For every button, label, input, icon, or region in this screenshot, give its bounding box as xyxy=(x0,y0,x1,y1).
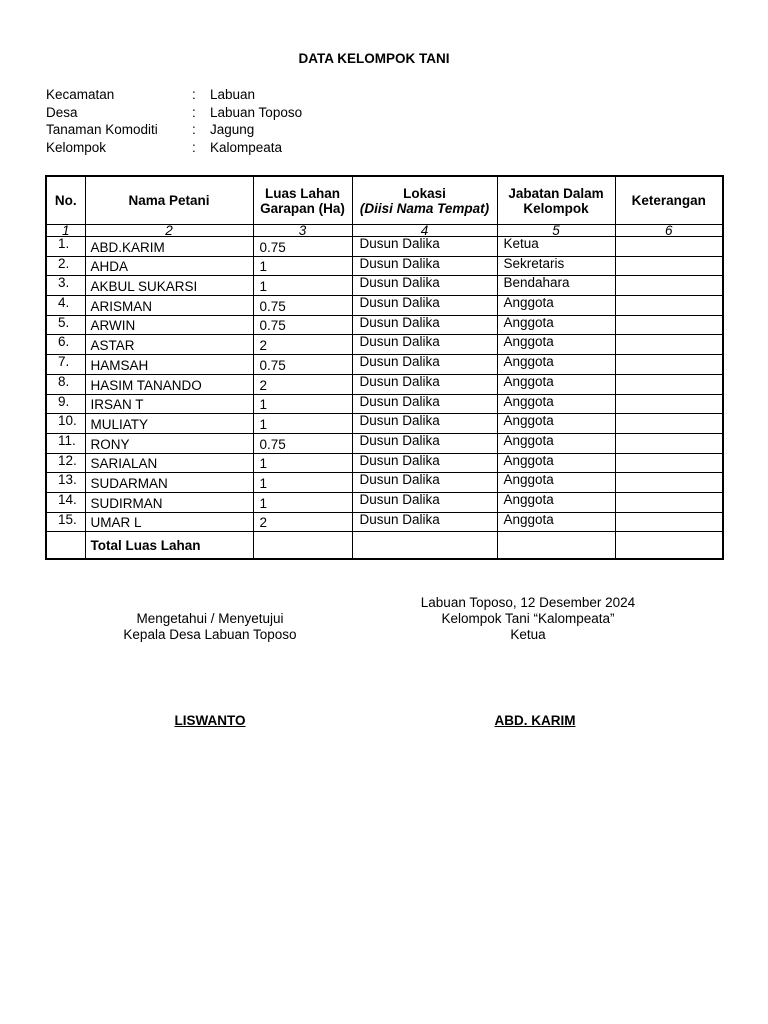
header-lokasi-label: Lokasi xyxy=(403,185,446,201)
location: Dusun Dalika xyxy=(352,315,497,335)
farmer-name: SUDARMAN xyxy=(85,473,253,493)
row-number: 12. xyxy=(46,453,85,473)
farmer-name: AHDA xyxy=(85,256,253,276)
header-lokasi-note: (Diisi Nama Tempat) xyxy=(359,200,490,216)
table-row xyxy=(46,355,723,375)
land-area: 1 xyxy=(253,492,352,512)
document-title: DATA KELOMPOK TANI xyxy=(298,51,450,66)
farmer-name: SUDIRMAN xyxy=(85,492,253,512)
table-row xyxy=(46,433,723,453)
land-area: 1 xyxy=(253,473,352,493)
signature-left-line2: Kepala Desa Labuan Toposo xyxy=(123,627,297,642)
table-row xyxy=(46,394,723,414)
land-area: 0.75 xyxy=(253,237,352,257)
remarks xyxy=(615,296,723,316)
info-value: Labuan xyxy=(210,87,256,103)
column-number: 3 xyxy=(253,225,352,237)
table-row xyxy=(46,453,723,473)
table-row xyxy=(46,473,723,493)
info-row xyxy=(46,139,410,157)
farmer-rows xyxy=(46,237,723,532)
remarks xyxy=(615,374,723,394)
header-no: No. xyxy=(46,176,85,225)
column-number: 4 xyxy=(352,225,497,237)
land-area: 1 xyxy=(253,453,352,473)
land-area: 2 xyxy=(253,335,352,355)
remarks xyxy=(615,335,723,355)
group-position: Anggota xyxy=(497,473,615,493)
info-label: Desa xyxy=(46,104,78,120)
header-jabatan: Jabatan Dalam Kelompok xyxy=(497,176,615,225)
table-row xyxy=(46,276,723,296)
signature-right-name: ABD. KARIM xyxy=(494,713,576,728)
table-row xyxy=(46,492,723,512)
total-jabatan-cell xyxy=(497,532,615,560)
farmer-name: AKBUL SUKARSI xyxy=(85,276,253,296)
land-area: 1 xyxy=(253,276,352,296)
total-no-cell xyxy=(46,532,85,560)
signature-right-place-date: Labuan Toposo, 12 Desember 2024 xyxy=(420,595,636,610)
signature-block-right xyxy=(398,595,658,643)
land-area: 2 xyxy=(253,512,352,532)
remarks xyxy=(615,256,723,276)
table-row xyxy=(46,315,723,335)
table-row xyxy=(46,414,723,434)
farmer-name: MULIATY xyxy=(85,414,253,434)
table-row xyxy=(46,512,723,532)
location: Dusun Dalika xyxy=(352,492,497,512)
signature-right-line2: Ketua xyxy=(510,627,546,642)
group-position: Anggota xyxy=(497,433,615,453)
remarks xyxy=(615,276,723,296)
total-keterangan-cell xyxy=(615,532,723,560)
location: Dusun Dalika xyxy=(352,433,497,453)
row-number: 5. xyxy=(46,315,85,335)
farmer-name: HASIM TANANDO xyxy=(85,374,253,394)
group-info-body xyxy=(46,86,410,156)
farmer-name: ASTAR xyxy=(85,335,253,355)
location: Dusun Dalika xyxy=(352,414,497,434)
row-number: 15. xyxy=(46,512,85,532)
location: Dusun Dalika xyxy=(352,374,497,394)
signature-block-left xyxy=(90,611,330,643)
remarks xyxy=(615,394,723,414)
remarks xyxy=(615,492,723,512)
group-position: Anggota xyxy=(497,335,615,355)
row-number: 11. xyxy=(46,433,85,453)
header-luas-lahan: Luas Lahan Garapan (Ha) xyxy=(253,176,352,225)
info-separator: : xyxy=(192,122,196,138)
info-separator: : xyxy=(192,104,196,120)
info-separator: : xyxy=(192,87,196,103)
row-number: 14. xyxy=(46,492,85,512)
farmer-name: HAMSAH xyxy=(85,355,253,375)
table-row xyxy=(46,237,723,257)
info-value: Labuan Toposo xyxy=(210,104,303,120)
row-number: 1. xyxy=(46,237,85,257)
total-label: Total Luas Lahan xyxy=(85,532,253,560)
land-area: 0.75 xyxy=(253,355,352,375)
info-value: Jagung xyxy=(210,122,255,138)
group-position: Sekretaris xyxy=(497,256,615,276)
land-area: 0.75 xyxy=(253,315,352,335)
group-position: Anggota xyxy=(497,394,615,414)
farmer-name: ABD.KARIM xyxy=(85,237,253,257)
total-lokasi-cell xyxy=(352,532,497,560)
land-area: 2 xyxy=(253,374,352,394)
info-row xyxy=(46,86,410,104)
column-number: 1 xyxy=(46,225,85,237)
farmer-table xyxy=(45,175,724,560)
location: Dusun Dalika xyxy=(352,256,497,276)
row-number: 6. xyxy=(46,335,85,355)
land-area: 0.75 xyxy=(253,296,352,316)
table-row xyxy=(46,296,723,316)
signature-left-name: LISWANTO xyxy=(174,713,246,728)
remarks xyxy=(615,433,723,453)
table-row xyxy=(46,374,723,394)
location: Dusun Dalika xyxy=(352,335,497,355)
location: Dusun Dalika xyxy=(352,296,497,316)
table-header-row xyxy=(46,176,723,225)
column-number: 2 xyxy=(85,225,253,237)
group-position: Anggota xyxy=(497,414,615,434)
signature-left-line1: Mengetahui / Menyetujui xyxy=(136,611,284,626)
header-lokasi xyxy=(352,176,497,225)
signature-right-line1: Kelompok Tani “Kalompeata” xyxy=(441,611,615,626)
info-row xyxy=(46,104,410,122)
row-number: 7. xyxy=(46,355,85,375)
location: Dusun Dalika xyxy=(352,276,497,296)
row-number: 13. xyxy=(46,473,85,493)
table-row xyxy=(46,335,723,355)
total-luas-value xyxy=(253,532,352,560)
remarks xyxy=(615,414,723,434)
info-label: Kecamatan xyxy=(46,87,115,103)
header-keterangan: Keterangan xyxy=(615,176,723,225)
farmer-name: IRSAN T xyxy=(85,394,253,414)
row-number: 2. xyxy=(46,256,85,276)
header-nama-petani: Nama Petani xyxy=(85,176,253,225)
farmer-name: SARIALAN xyxy=(85,453,253,473)
column-number: 5 xyxy=(497,225,615,237)
farmer-name: ARWIN xyxy=(85,315,253,335)
remarks xyxy=(615,512,723,532)
location: Dusun Dalika xyxy=(352,473,497,493)
remarks xyxy=(615,237,723,257)
column-number-row xyxy=(46,225,723,237)
table-row xyxy=(46,256,723,276)
land-area: 0.75 xyxy=(253,433,352,453)
location: Dusun Dalika xyxy=(352,453,497,473)
row-number: 3. xyxy=(46,276,85,296)
group-position: Anggota xyxy=(497,315,615,335)
remarks xyxy=(615,355,723,375)
column-number: 6 xyxy=(615,225,723,237)
remarks xyxy=(615,315,723,335)
land-area: 1 xyxy=(253,394,352,414)
land-area: 1 xyxy=(253,256,352,276)
group-position: Bendahara xyxy=(497,276,615,296)
group-position: Anggota xyxy=(497,492,615,512)
info-value: Kalompeata xyxy=(210,140,283,156)
row-number: 9. xyxy=(46,394,85,414)
location: Dusun Dalika xyxy=(352,394,497,414)
location: Dusun Dalika xyxy=(352,512,497,532)
info-label: Kelompok xyxy=(46,140,107,156)
info-label: Tanaman Komoditi xyxy=(46,122,158,138)
total-row xyxy=(46,532,723,560)
farmer-name: UMAR L xyxy=(85,512,253,532)
location: Dusun Dalika xyxy=(352,237,497,257)
info-separator: : xyxy=(192,140,196,156)
land-area: 1 xyxy=(253,414,352,434)
row-number: 4. xyxy=(46,296,85,316)
group-info xyxy=(46,86,410,156)
group-position: Anggota xyxy=(497,296,615,316)
remarks xyxy=(615,473,723,493)
info-row xyxy=(46,121,410,139)
farmer-name: RONY xyxy=(85,433,253,453)
row-number: 10. xyxy=(46,414,85,434)
group-position: Anggota xyxy=(497,355,615,375)
group-position: Anggota xyxy=(497,512,615,532)
group-position: Anggota xyxy=(497,374,615,394)
group-position: Anggota xyxy=(497,453,615,473)
farmer-name: ARISMAN xyxy=(85,296,253,316)
group-position: Ketua xyxy=(497,237,615,257)
row-number: 8. xyxy=(46,374,85,394)
location: Dusun Dalika xyxy=(352,355,497,375)
remarks xyxy=(615,453,723,473)
